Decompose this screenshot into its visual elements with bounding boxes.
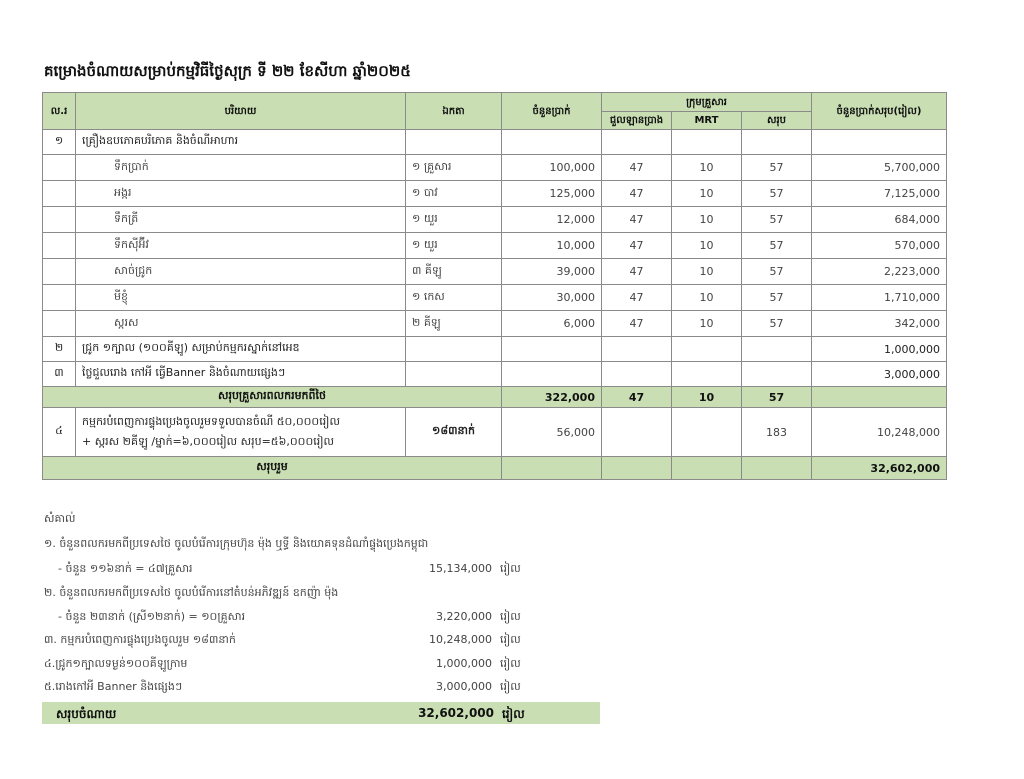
labor-line-2: + ស្ករស ២គីឡូ /ម្នាក់=៦,០០០រៀល សរុប=៥៦,០០០រៀល (82, 435, 334, 448)
item-total: 570,000 (812, 233, 947, 259)
item-bus: 47 (602, 311, 672, 337)
labor-description (76, 408, 406, 457)
item-name: សាច់ជ្រូក (76, 259, 406, 285)
item-mrt: 10 (672, 207, 742, 233)
table-row (43, 259, 947, 285)
page-title: គម្រោងចំណាយសម្រាប់កម្មវិធីថ្ងៃសុក្រ ទី ២២ ខែសីហា ឆ្នាំ២០២៥ (44, 62, 411, 80)
item-total: 2,223,000 (812, 259, 947, 285)
item-total: 5,700,000 (812, 155, 947, 181)
item-count: 57 (742, 233, 812, 259)
labor-total: 10,248,000 (812, 408, 947, 457)
category-row-2 (43, 337, 947, 362)
category-row-3 (43, 362, 947, 387)
item-count: 57 (742, 259, 812, 285)
item-unit: ១ យួរ (406, 233, 502, 259)
header-description: បរិយាយ (76, 93, 406, 130)
category-label: ជ្រូក ១ក្បាល (១០០គីឡូ) សម្រាប់កម្មករស្នាក់នៅអេឌ (76, 337, 406, 362)
labor-no: ៤ (43, 408, 76, 457)
subtotal-price: 322,000 (502, 387, 602, 408)
note-1-currency: រៀល (500, 562, 521, 575)
item-total: 1,710,000 (812, 285, 947, 311)
item-bus: 47 (602, 155, 672, 181)
item-price: 125,000 (502, 181, 602, 207)
subtotal-mrt: 10 (672, 387, 742, 408)
labor-price: 56,000 (502, 408, 602, 457)
note-2-sub: - ចំនួន ២៣នាក់ (ស្រី១២នាក់) = ១០គ្រួសារ (58, 610, 246, 623)
grand-total-label: សរុបរួម (43, 457, 502, 480)
category-no: ១ (43, 130, 76, 155)
header-unit: ឯកតា (406, 93, 502, 130)
note-4: ៤.ជ្រូក១ក្បាលទម្ងន់១០០គីឡូក្រាម (44, 657, 188, 670)
note-3: ៣. កម្មករបំពេញការផ្ទុងប្រេងចូលរួម ១៨៣នាក់ (44, 633, 236, 646)
item-count: 57 (742, 285, 812, 311)
item-mrt: 10 (672, 259, 742, 285)
item-price: 39,000 (502, 259, 602, 285)
item-bus: 47 (602, 207, 672, 233)
subtotal-row (43, 387, 947, 408)
notes-heading: សំគាល់ (44, 512, 76, 525)
category-total: 1,000,000 (812, 337, 947, 362)
item-unit: ១ កេស (406, 285, 502, 311)
subtotal-bus: 47 (602, 387, 672, 408)
header-row (43, 93, 947, 112)
item-unit: ៣ គីឡូ (406, 259, 502, 285)
item-price: 30,000 (502, 285, 602, 311)
category-no: ៣ (43, 362, 76, 387)
item-price: 12,000 (502, 207, 602, 233)
labor-count: 183 (742, 408, 812, 457)
table-row (43, 207, 947, 233)
item-name: ទឹកត្រី (76, 207, 406, 233)
item-count: 57 (742, 181, 812, 207)
item-bus: 47 (602, 181, 672, 207)
item-price: 6,000 (502, 311, 602, 337)
summary-amount: 32,602,000 (418, 706, 494, 720)
category-row-1 (43, 130, 947, 155)
note-2-amount: 3,220,000 (436, 610, 492, 623)
item-count: 57 (742, 207, 812, 233)
note-5-currency: រៀល (500, 680, 521, 693)
table-row (43, 155, 947, 181)
item-mrt: 10 (672, 311, 742, 337)
labor-row (43, 408, 947, 457)
budget-table (42, 92, 947, 480)
table-row (43, 285, 947, 311)
item-unit: ១ យួរ (406, 207, 502, 233)
item-mrt: 10 (672, 181, 742, 207)
category-label: គ្រឿងឧបភោគបរិភោគ និងចំណីអាហារ (76, 130, 406, 155)
category-no: ២ (43, 337, 76, 362)
note-5: ៥.រោងកៅអី Banner និងផ្សេងៗ (44, 680, 183, 693)
category-label: ថ្លៃជួលរោង កៅអី ធ្វើBanner និងចំណាយផ្សេងៗ (76, 362, 406, 387)
header-no: ល.រ (43, 93, 76, 130)
note-2-currency: រៀល (500, 610, 521, 623)
header-sub-mrt: MRT (672, 112, 742, 130)
header-group: ក្រុមគ្រួសារ (602, 93, 812, 112)
item-total: 684,000 (812, 207, 947, 233)
item-name: ស្ករស (76, 311, 406, 337)
item-mrt: 10 (672, 285, 742, 311)
item-unit: ២ គីឡូ (406, 311, 502, 337)
note-1: ១. ចំនួនពលករមកពីប្រទេសថៃ ចូលបំរើការក្រុមហ៊ុន ម៉ុង ឬទ្ធី និងយោគទុនដំណាំផ្ទុងប្រេងកម្ពុជា (44, 537, 429, 550)
note-2: ២. ចំនួនពលករមកពីប្រទេសថៃ ចូលបំរើការនៅតំបន់អភិវឌ្ឍន៍ ឧកញ៉ា ម៉ុង (44, 586, 339, 599)
note-1-amount: 15,134,000 (429, 562, 492, 575)
note-4-currency: រៀល (500, 657, 521, 670)
table-row (43, 311, 947, 337)
header-price: ចំនួនប្រាក់ (502, 93, 602, 130)
item-unit: ១ គ្រួសារ (406, 155, 502, 181)
item-bus: 47 (602, 285, 672, 311)
item-price: 10,000 (502, 233, 602, 259)
item-count: 57 (742, 311, 812, 337)
header-sub-bus: ជួលឡានប្រាង (602, 112, 672, 130)
item-total: 7,125,000 (812, 181, 947, 207)
category-total: 3,000,000 (812, 362, 947, 387)
note-3-currency: រៀល (500, 633, 521, 646)
labor-unit: ១៨៣នាក់ (406, 408, 502, 457)
subtotal-count: 57 (742, 387, 812, 408)
table-row (43, 181, 947, 207)
item-name: មីខ្ញុំ (76, 285, 406, 311)
note-4-amount: 1,000,000 (436, 657, 492, 670)
item-mrt: 10 (672, 233, 742, 259)
header-total-riel: ចំនួនប្រាក់សរុប(រៀល) (812, 93, 947, 130)
item-unit: ១ បាវ (406, 181, 502, 207)
table-row (43, 233, 947, 259)
summary-bar (42, 702, 600, 724)
note-5-amount: 3,000,000 (436, 680, 492, 693)
item-name: ទឹកស៊ីអ៊ីវ (76, 233, 406, 259)
grand-total-amount: 32,602,000 (812, 457, 947, 480)
note-1-sub: - ចំនួន ១១៦នាក់ = ៤៧គ្រួសារ (58, 562, 193, 575)
grand-total-row (43, 457, 947, 480)
item-count: 57 (742, 155, 812, 181)
item-bus: 47 (602, 233, 672, 259)
item-price: 100,000 (502, 155, 602, 181)
note-3-amount: 10,248,000 (429, 633, 492, 646)
item-mrt: 10 (672, 155, 742, 181)
item-name: ទឹកប្រាក់ (76, 155, 406, 181)
item-total: 342,000 (812, 311, 947, 337)
subtotal-label: សរុបគ្រួសារពលករមកពីថៃ (43, 387, 502, 408)
item-name: អង្ករ (76, 181, 406, 207)
summary-label: សរុបចំណាយ (56, 707, 117, 721)
item-bus: 47 (602, 259, 672, 285)
labor-line-1: កម្មករបំពេញការផ្ទុងប្រេងចូលរួមទទួលបានចំណី ៥០,០០០រៀល (82, 415, 340, 428)
header-sub-total: សរុប (742, 112, 812, 130)
summary-currency: រៀល (502, 707, 525, 721)
